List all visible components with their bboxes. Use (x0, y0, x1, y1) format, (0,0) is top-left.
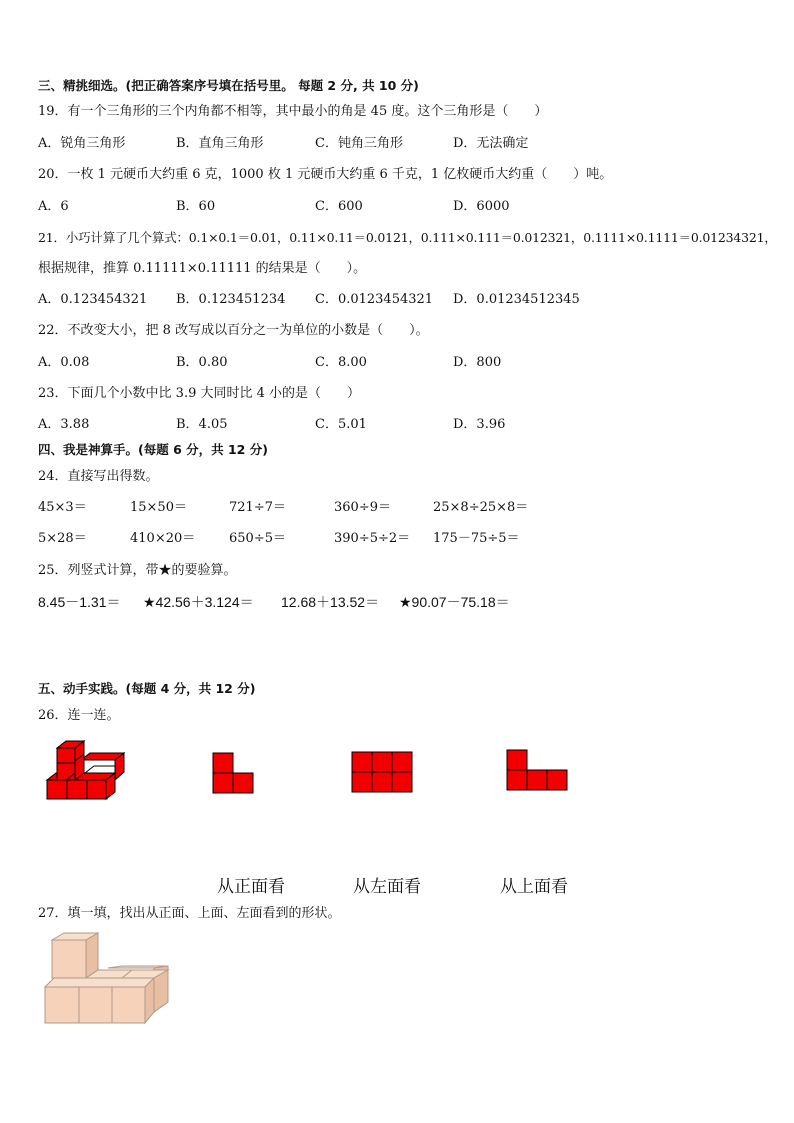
question-27: 27．填一填，找出从正面、上面、左面看到的形状。 (38, 906, 341, 921)
calc-item: 360÷9＝ (334, 500, 391, 515)
q22-option-d: D．800 (453, 355, 502, 370)
q19-option-b: B．直角三角形 (176, 136, 264, 151)
view-shape-1 (212, 752, 256, 794)
section4-heading: 四、我是神算手。(每题 6 分，共 12 分) (38, 442, 268, 457)
beige-cube-solid (42, 932, 172, 1027)
calc-item: 175－75÷5＝ (433, 531, 520, 546)
question-21: 21．小巧计算了几个算式：0.1×0.1＝0.01，0.11×0.11＝0.0121，0.111×0.111＝0.012321，0.1111×0.1111＝0.01234321， (38, 230, 777, 245)
q23-option-d: D．3.96 (453, 417, 506, 432)
view-shape-2 (351, 751, 413, 793)
calc-item: 5×28＝ (38, 531, 87, 546)
q20-option-b: B．60 (176, 199, 216, 214)
q21-option-d: D．0.01234512345 (453, 292, 580, 307)
question-21-line2: 根据规律，推算 0.11111×0.11111 的结果是（ ）。 (38, 261, 367, 276)
q20-option-a: A．6 (38, 199, 69, 214)
section3-heading: 三、精挑细选。(把正确答案序号填在括号里。 每题 2 分, 共 10 分) (38, 78, 419, 93)
calc-item: 650÷5＝ (229, 531, 286, 546)
view-label-left: 从左面看 (353, 877, 421, 897)
q21-option-a: A．0.123454321 (38, 292, 148, 307)
calc-item: 390÷5÷2＝ (334, 531, 411, 546)
q22-option-b: B．0.80 (176, 355, 228, 370)
q23-option-b: B．4.05 (176, 417, 228, 432)
question-19: 19．有一个三角形的三个内角都不相等，其中最小的角是 45 度。这个三角形是（ ） (38, 104, 548, 119)
section5-heading: 五、动手实践。(每题 4 分，共 12 分) (38, 681, 256, 696)
q20-option-d: D．6000 (453, 199, 510, 214)
q20-option-c: C．600 (315, 199, 363, 214)
question-25: 25．列竖式计算，带★的要验算。 (38, 563, 237, 578)
question-26: 26．连一连。 (38, 708, 120, 723)
question-22: 22．不改变大小，把 8 改写成以百分之一为单位的小数是（ ）。 (38, 323, 429, 338)
question-24: 24．直接写出得数。 (38, 469, 159, 484)
vertical-calc-item: 12.68＋13.52＝ (281, 594, 380, 610)
calc-item: 25×8÷25×8＝ (433, 500, 529, 515)
q23-option-c: C．5.01 (315, 417, 367, 432)
vertical-calc-item: 8.45－1.31＝ (38, 594, 121, 610)
view-label-top: 从上面看 (500, 877, 568, 897)
q23-option-a: A．3.88 (38, 417, 90, 432)
q19-option-a: A．锐角三角形 (38, 136, 126, 151)
q21-option-c: C．0.0123454321 (315, 292, 434, 307)
view-label-front: 从正面看 (217, 877, 285, 897)
q21-option-b: B．0.123451234 (176, 292, 286, 307)
calc-item: 45×3＝ (38, 500, 87, 515)
view-shape-3 (506, 749, 570, 793)
q19-option-c: C．钝角三角形 (315, 136, 403, 151)
vertical-calc-item: ★42.56＋3.124＝ (143, 594, 254, 610)
question-20: 20．一枚 1 元硬币大约重 6 克，1000 枚 1 元硬币大约重 6 千克，1 亿枚硬币大约重（ ）吨。 (38, 167, 613, 182)
calc-item: 410×20＝ (130, 531, 196, 546)
q22-option-c: C．8.00 (315, 355, 367, 370)
calc-item: 15×50＝ (130, 500, 187, 515)
q22-option-a: A．0.08 (38, 355, 90, 370)
q19-option-d: D．无法确定 (453, 136, 529, 151)
red-cube-solid (44, 740, 128, 802)
question-23: 23．下面几个小数中比 3.9 大同时比 4 小的是（ ） (38, 386, 361, 401)
vertical-calc-item: ★90.07－75.18＝ (399, 594, 510, 610)
calc-item: 721÷7＝ (229, 500, 286, 515)
